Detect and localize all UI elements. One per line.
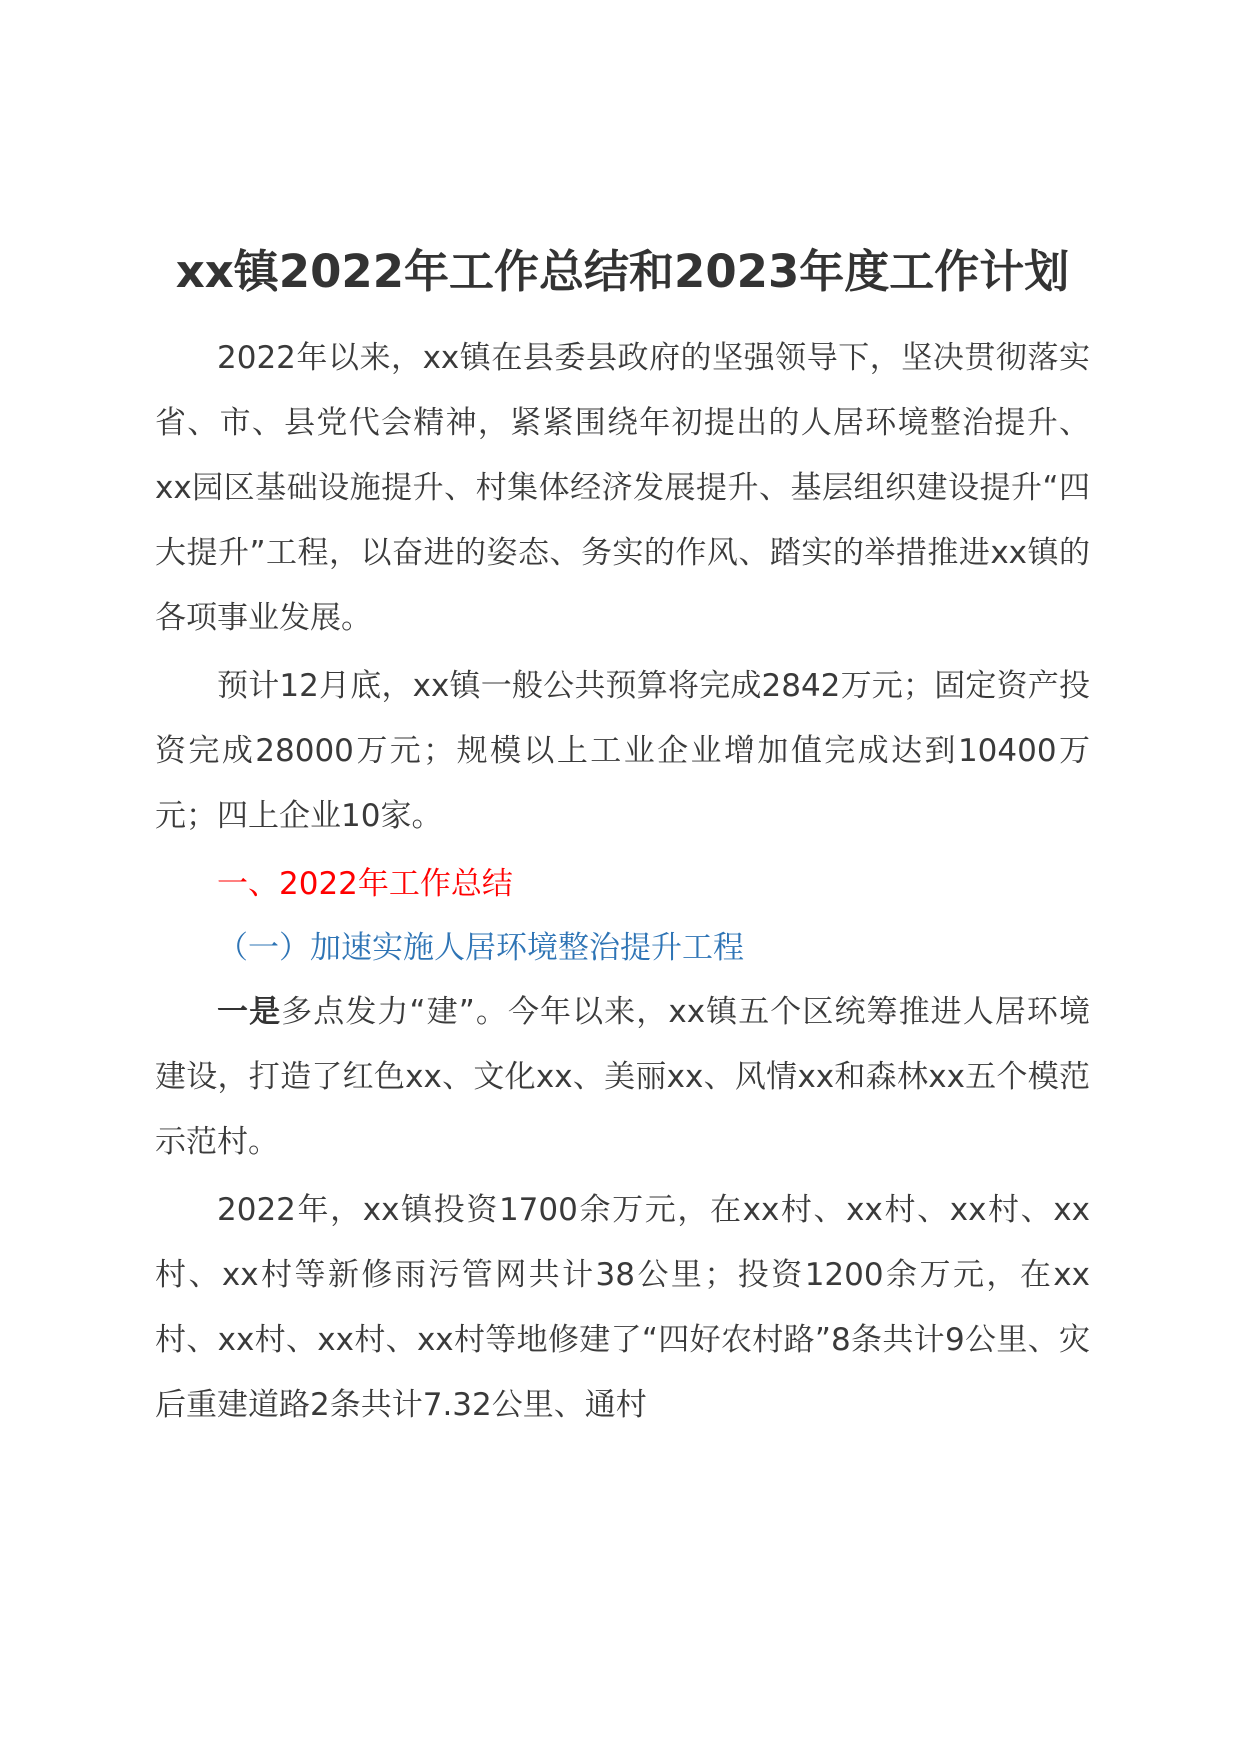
section-heading: 一、2022年工作总结 — [217, 866, 513, 902]
document-title: xx镇2022年工作总结和2023年度工作计划 — [175, 245, 1070, 298]
item-one-text: 多点发力“建”。今年以来，xx镇五个区统筹推进人居环境建设，打造了红色xx、文化xx、美丽xx、风情xx和森林xx五个模范示范村。 — [155, 994, 1091, 1160]
document-page — [155, 240, 1090, 1441]
item-two-paragraph: 2022年，xx镇投资1700余万元，在xx村、xx村、xx村、xx村、xx村等新修雨污管网共计38公里；投资1200余万元，在xx村、xx村、xx村、xx村等地修建了“四好农村路”8条共计9公里、灾后重建道路2条共计7.32公里、通村 — [155, 1192, 1090, 1423]
subsection-heading: （一）加速实施人居环境整治提升工程 — [217, 930, 744, 966]
item-one-paragraph — [155, 980, 1090, 1175]
intro-paragraph: 2022年以来，xx镇在县委县政府的坚强领导下，坚决贯彻落实省、市、县党代会精神，紧紧围绕年初提出的人居环境整治提升、xx园区基础设施提升、村集体经济发展提升、基层组织建设提升“四大提升”工程，以奋进的姿态、务实的作风、踏实的举措推进xx镇的各项事业发展。 — [155, 340, 1090, 636]
forecast-paragraph: 预计12月底，xx镇一般公共预算将完成2842万元；固定资产投资完成28000万元；规模以上工业企业增加值完成达到10400万元；四上企业10家。 — [155, 668, 1090, 834]
item-one-lead: 一是 — [217, 994, 282, 1030]
